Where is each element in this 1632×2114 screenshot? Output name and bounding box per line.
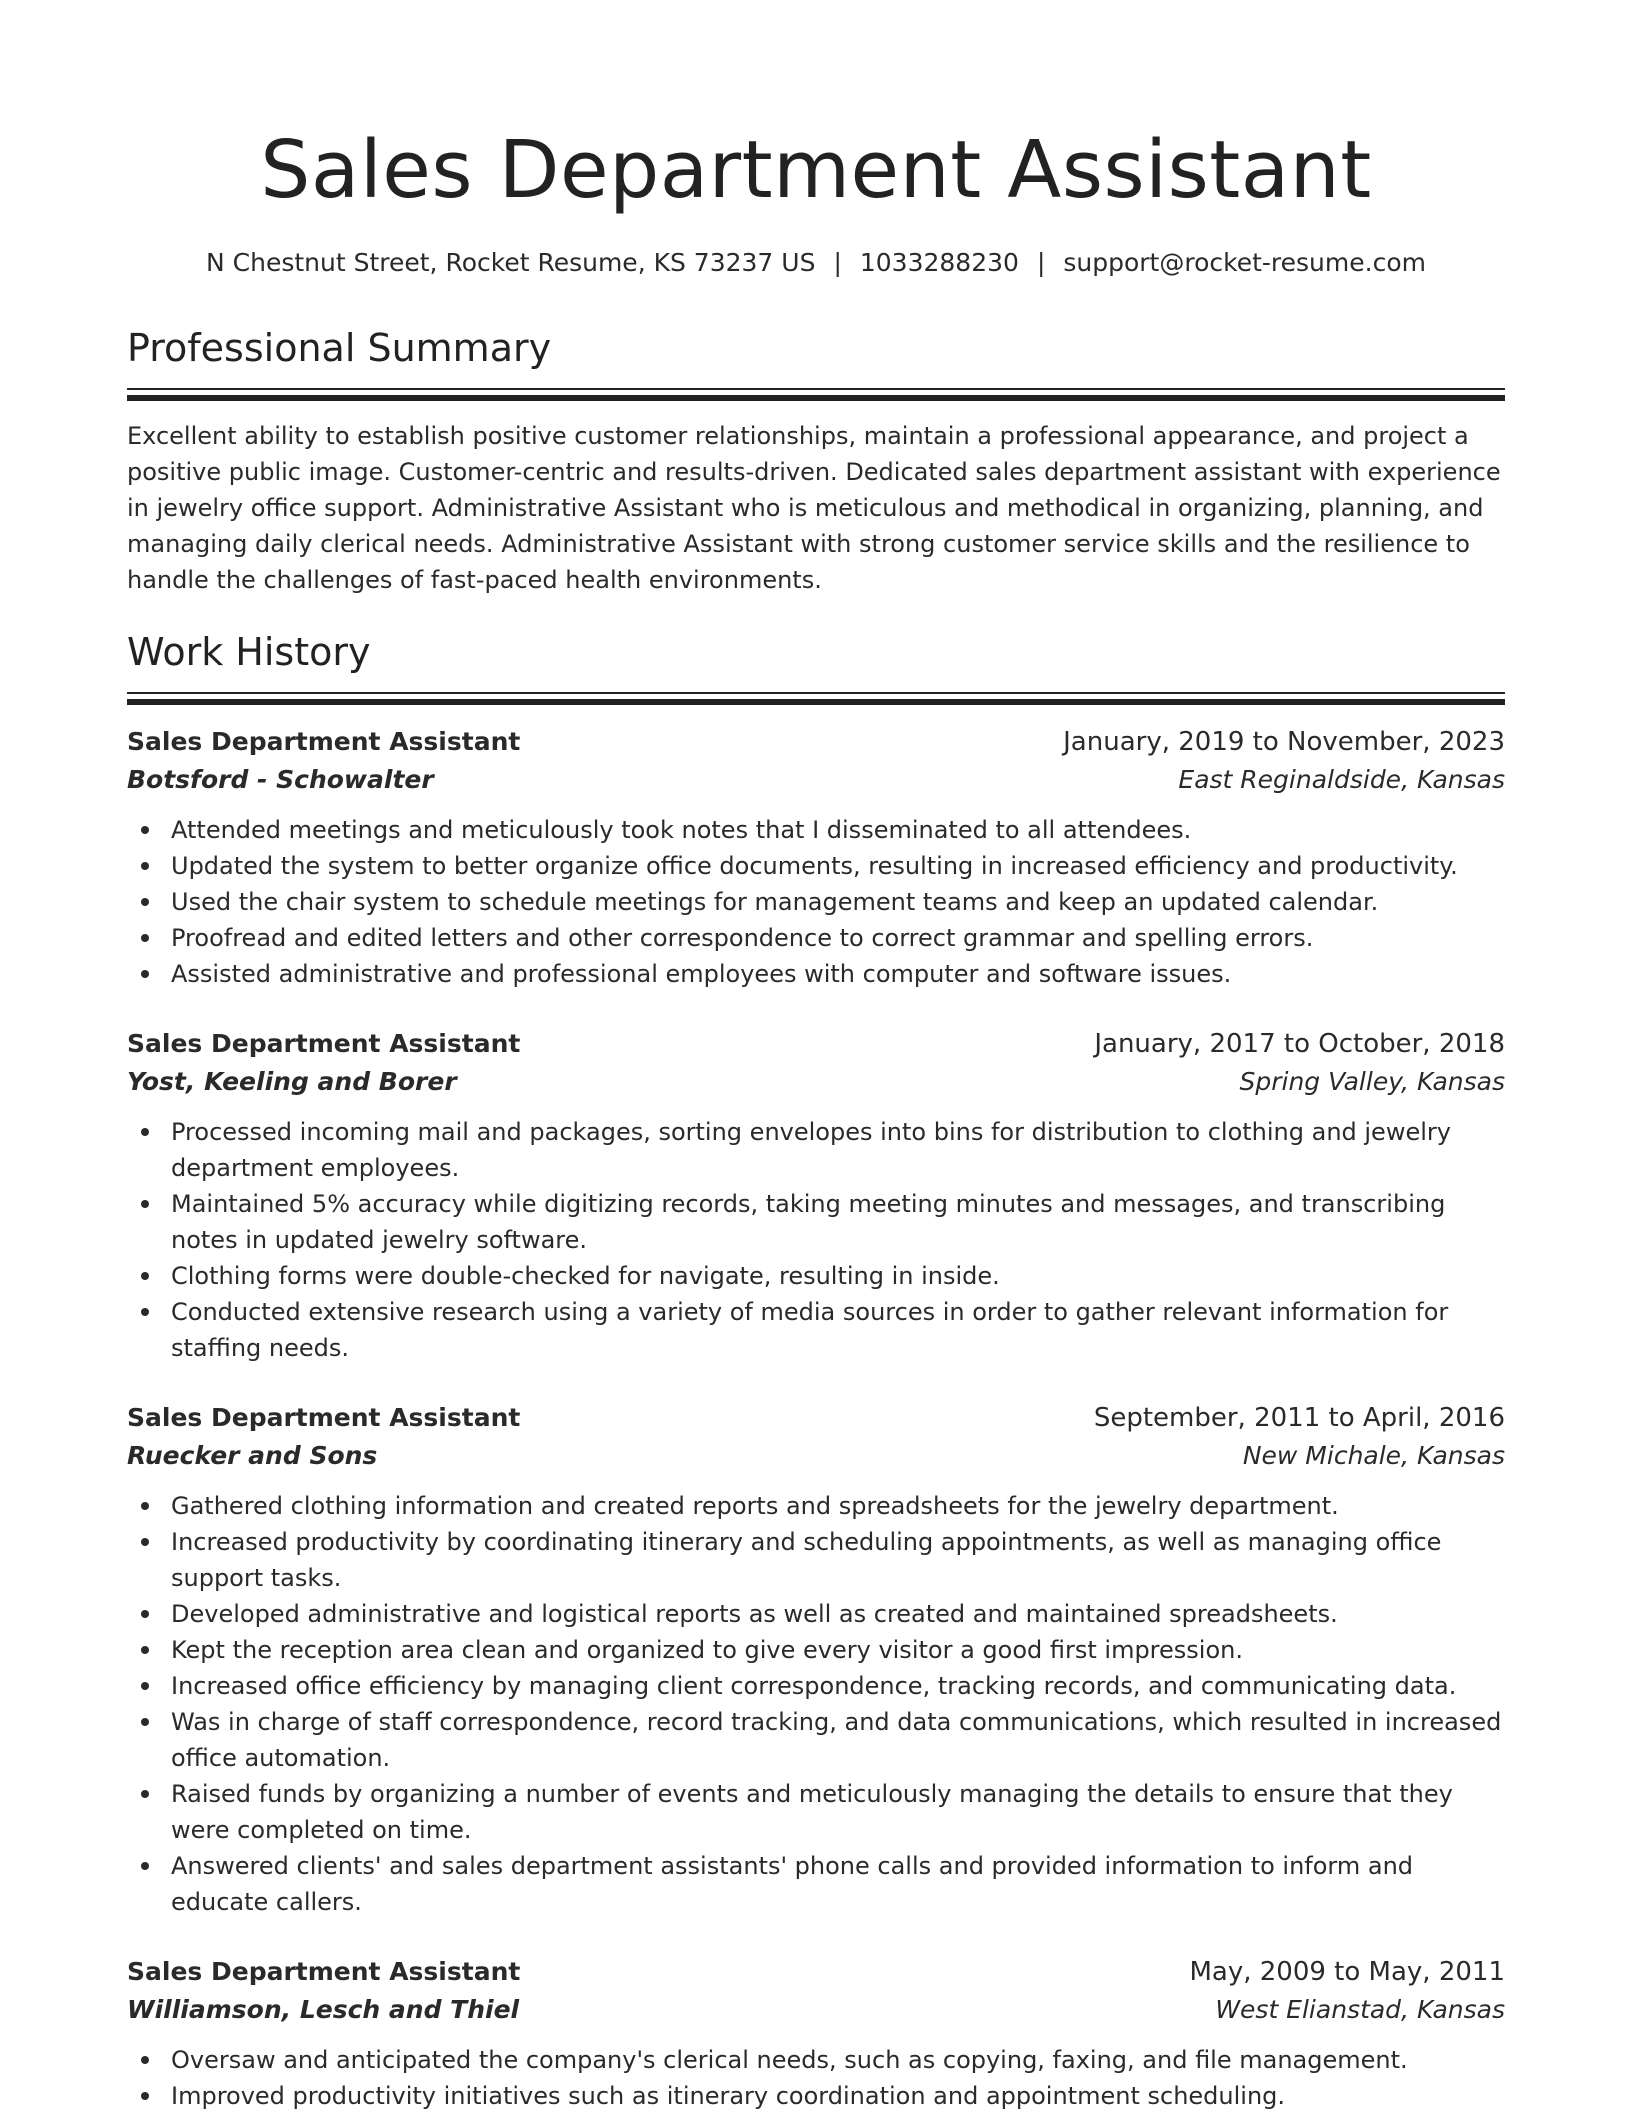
job-location: West Elianstad, Kansas [1215, 1995, 1505, 2024]
contact-line [127, 246, 1505, 280]
job-subheader [127, 1990, 1505, 2030]
job-bullet: Proofread and edited letters and other correspondence to correct grammar and spelling errors. [171, 920, 1505, 956]
job-bullet: Gathered clothing information and created reports and spreadsheets for the jewelry department. [171, 1488, 1505, 1524]
section-title-summary: Professional Summary [127, 326, 552, 370]
job-dates: January, 2019 to November, 2023 [1063, 727, 1505, 757]
job-title: Sales Department Assistant [127, 727, 521, 756]
job-company: Ruecker and Sons [127, 1441, 378, 1470]
job-bullet: Was in charge of staff correspondence, record tracking, and data communications, which resulted in increased office automation. [171, 1704, 1505, 1776]
job-bullet: Developed administrative and logistical reports as well as created and maintained spreadsheets. [171, 1596, 1505, 1632]
job-header [127, 1954, 1505, 1990]
job-bullet: Assisted administrative and professional employees with computer and software issues. [171, 956, 1505, 992]
job-entry [127, 1026, 1505, 1366]
job-bullets [127, 1114, 1505, 1366]
contact-separator: | [1036, 248, 1046, 277]
job-entry [127, 724, 1505, 992]
job-location: East Reginaldside, Kansas [1178, 765, 1505, 794]
job-bullet: Increased office efficiency by managing client correspondence, tracking records, and communicating data. [171, 1668, 1505, 1704]
job-bullets [127, 2042, 1505, 2114]
section-divider [127, 692, 1505, 706]
job-location: New Michale, Kansas [1242, 1441, 1505, 1470]
section-divider [127, 388, 1505, 402]
contact-separator: | [833, 248, 842, 277]
contact-email: support@rocket-resume.com [1063, 248, 1426, 277]
job-title: Sales Department Assistant [127, 1957, 521, 1986]
job-bullet: Kept the reception area clean and organized to give every visitor a good first impression. [171, 1632, 1505, 1668]
contact-phone: 1033288230 [859, 248, 1019, 277]
job-location: Spring Valley, Kansas [1239, 1067, 1505, 1096]
contact-address: N Chestnut Street, Rocket Resume, KS 73237 US [206, 248, 816, 277]
resume-name: Sales Department Assistant [260, 124, 1372, 216]
job-company: Yost, Keeling and Borer [127, 1067, 457, 1096]
job-dates: September, 2011 to April, 2016 [1093, 1403, 1505, 1433]
job-subheader [127, 760, 1505, 800]
job-bullet: Oversaw and anticipated the company's clerical needs, such as copying, faxing, and file management. [171, 2042, 1505, 2078]
job-bullet: Answered clients' and sales department assistants' phone calls and provided information to inform and educate callers. [171, 1848, 1505, 1920]
job-company: Williamson, Lesch and Thiel [127, 1995, 520, 2024]
job-bullet: Used the chair system to schedule meetings for management teams and keep an updated calendar. [171, 884, 1505, 920]
job-company: Botsford - Schowalter [127, 765, 434, 794]
job-bullet: Clothing forms were double-checked for navigate, resulting in inside. [171, 1258, 1505, 1294]
job-entry [127, 1954, 1505, 2114]
job-title: Sales Department Assistant [127, 1029, 521, 1058]
job-bullet: Updated the system to better organize office documents, resulting in increased efficiency and productivity. [171, 848, 1505, 884]
job-bullet: Maintained 5% accuracy while digitizing records, taking meeting minutes and messages, and transcribing notes in updated jewelry software. [171, 1186, 1505, 1258]
job-header [127, 1026, 1505, 1062]
job-bullet: Processed incoming mail and packages, sorting envelopes into bins for distribution to clothing and jewelry department employees. [171, 1114, 1505, 1186]
job-entry [127, 1400, 1505, 1920]
professional-summary-section [127, 324, 1505, 598]
job-bullet: Attended meetings and meticulously took notes that I disseminated to all attendees. [171, 812, 1505, 848]
job-bullets [127, 812, 1505, 992]
job-title: Sales Department Assistant [127, 1403, 521, 1432]
job-bullet: Raised funds by organizing a number of events and meticulously managing the details to ensure that they were completed on time. [171, 1776, 1505, 1848]
job-dates: January, 2017 to October, 2018 [1094, 1029, 1505, 1059]
job-subheader [127, 1062, 1505, 1102]
job-bullets [127, 1488, 1505, 1920]
job-bullet: Increased productivity by coordinating itinerary and scheduling appointments, as well as managing office support tasks. [171, 1524, 1505, 1596]
summary-text: Excellent ability to establish positive customer relationships, maintain a professional appearance, and project a positive public image. Customer-centric and results-driven. Dedicated sales department assistant with experience in jewelry office support. Administrative Assistant who is meticulous and methodical in organizing, planning, and managing daily clerical needs. Administrative Assistant with strong customer service skills and the resilience to handle the challenges of fast-paced health environments. [127, 422, 1501, 594]
job-bullet: Conducted extensive research using a variety of media sources in order to gather relevant information for staffing needs. [171, 1294, 1505, 1366]
job-header [127, 1400, 1505, 1436]
job-dates: May, 2009 to May, 2011 [1189, 1957, 1505, 1987]
job-header [127, 724, 1505, 760]
work-history-section [127, 628, 1505, 2114]
section-title-work-history: Work History [127, 630, 371, 674]
job-bullet: Improved productivity initiatives such as itinerary coordination and appointment scheduling. [171, 2078, 1505, 2114]
job-subheader [127, 1436, 1505, 1476]
